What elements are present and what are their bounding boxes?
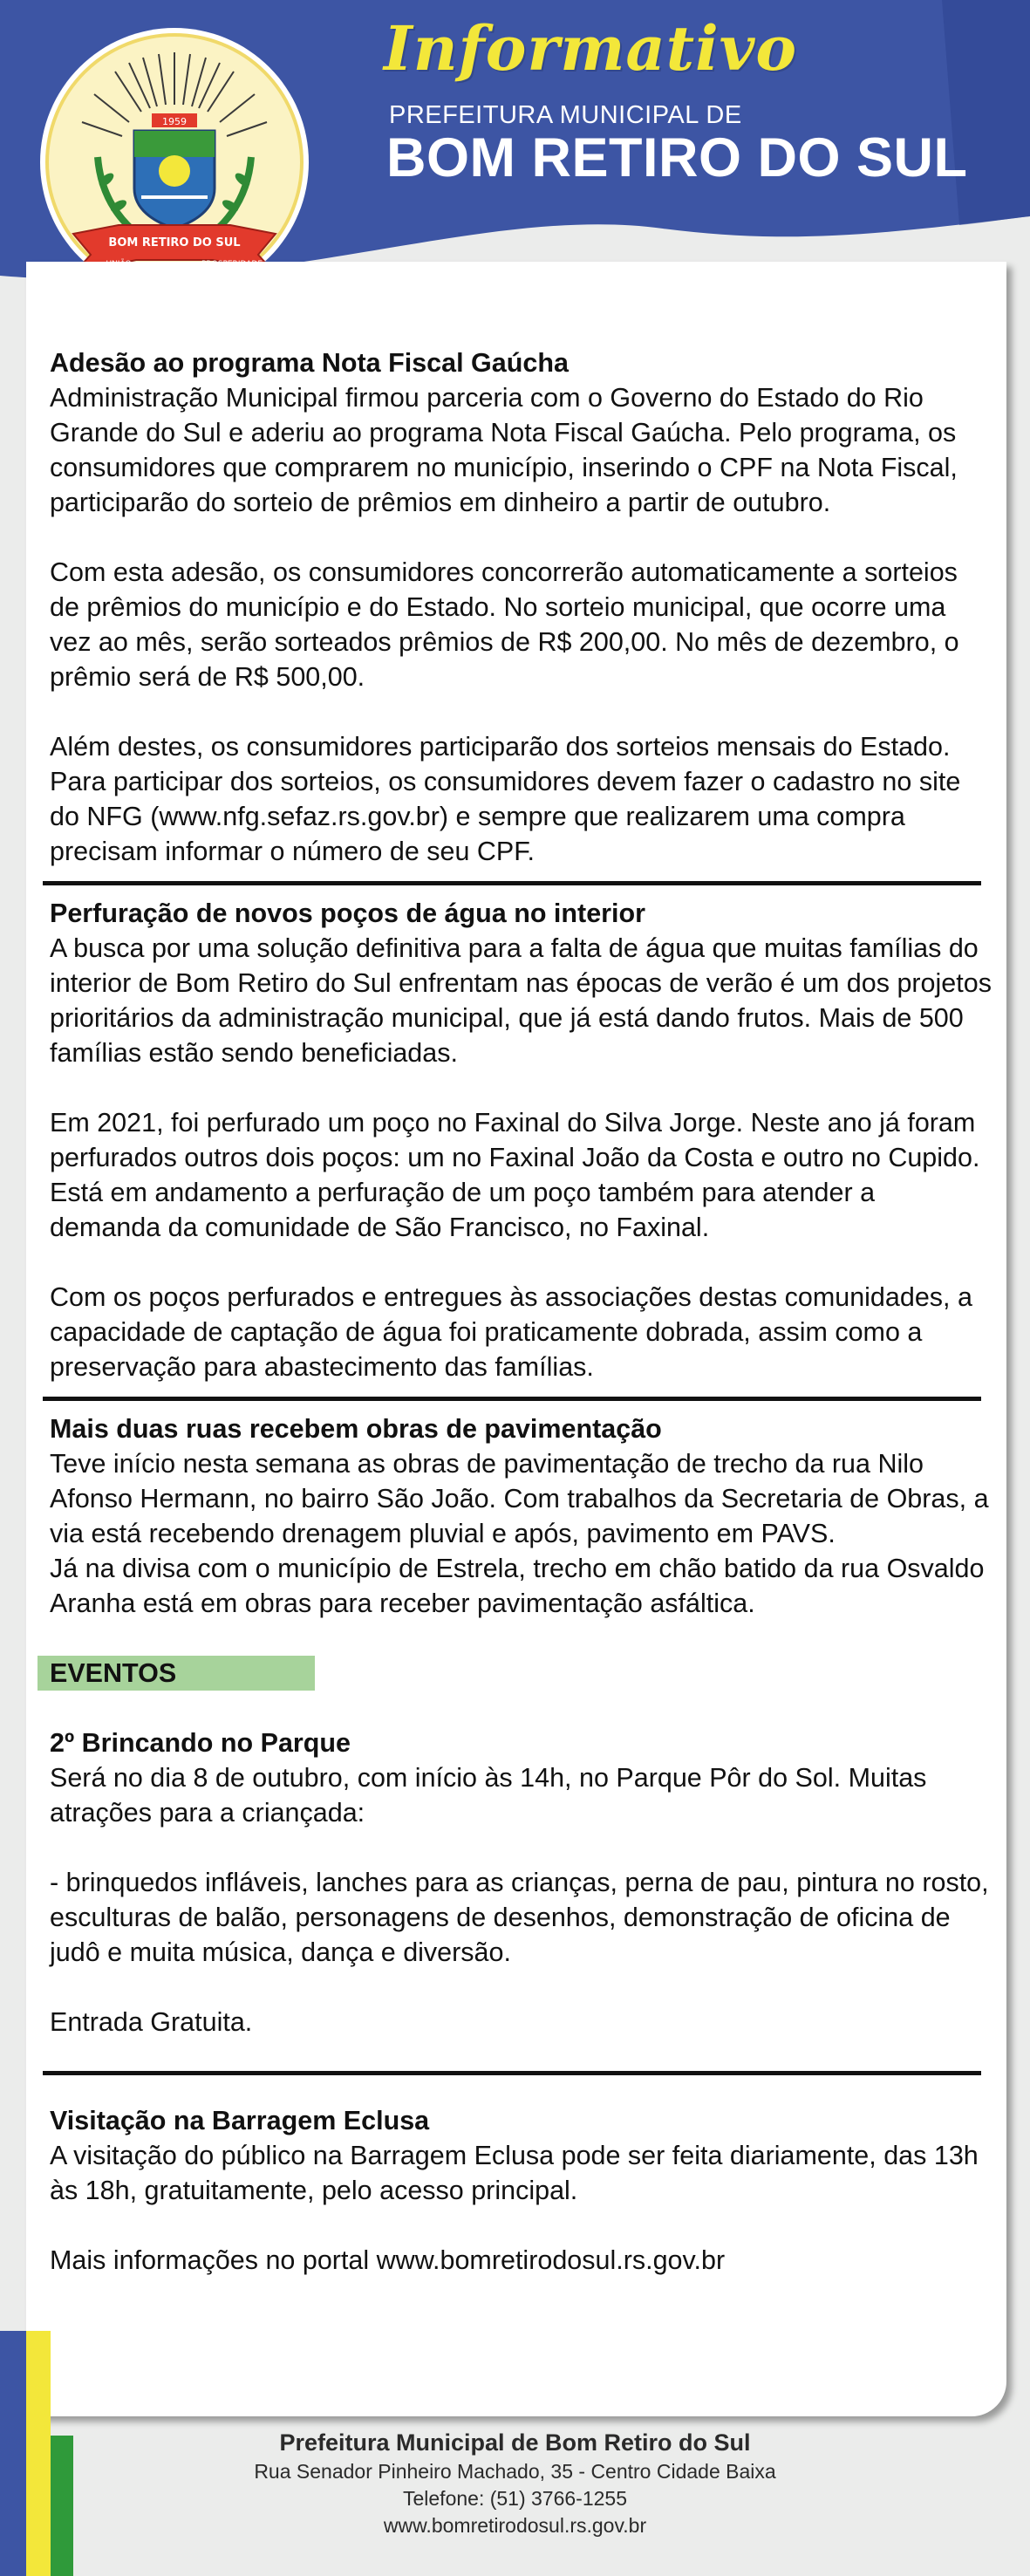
article-wells [50, 896, 992, 1384]
municipal-seal-logo [38, 26, 310, 298]
municipality-title: BOM RETIRO DO SUL [386, 127, 968, 188]
footer-phone: Telefone: (51) 3766-1255 [402, 2487, 628, 2510]
article-paragraph: A busca por uma solução definitiva para a falta de água que muitas famílias do interior de Bom Retiro do Sul enfrentam nas épocas de verão é um dos projetos prioritários da administração municipal, que já está dando frutos. Mais de 500 famílias estão sendo beneficiadas. [50, 933, 992, 1068]
article-heading: Mais duas ruas recebem obras de pavimentação [50, 1414, 662, 1444]
informativo-title: Informativo [384, 12, 798, 85]
header-subtitle: PREFEITURA MUNICIPAL DE [389, 101, 742, 129]
section-divider [43, 2071, 981, 2075]
article-paragraph: A visitação do público na Barragem Eclusa pode ser feita diariamente, das 13h às 18h, gratuitamente, pelo acesso principal. [50, 2141, 979, 2205]
article-paragraph: Teve início nesta semana as obras de pavimentação de trecho da rua Nilo Afonso Hermann, no bairro São João. Com trabalhos da Secretaria de Obras, a via está recebendo drenagem pluvial e após, pavimento em PAVS. [50, 1449, 989, 1548]
article-paving [50, 1411, 992, 1621]
article-paragraph: Em 2021, foi perfurado um poço no Faxinal do Silva Jorge. Neste ano já foram perfurados outros dois poços: um no Faxinal João da Costa e outro no Cupido. Está em andamento a perfuração de um poço também para atender a demanda da comunidade de São Francisco, no Faxinal. [50, 1108, 980, 1242]
footer-address: Rua Senador Pinheiro Machado, 35 - Centro Cidade Baixa [254, 2460, 776, 2483]
article-heading: Visitação na Barragem Eclusa [50, 2106, 430, 2135]
footer-name: Prefeitura Municipal de Bom Retiro do Sul [279, 2429, 751, 2456]
article-visit [50, 2103, 992, 2278]
article-paragraph: Já na divisa com o município de Estrela, trecho em chão batido da rua Osvaldo Aranha está em obras para receber pavimentação asfáltica. [50, 1554, 985, 1618]
portal-link-text[interactable]: Mais informações no portal www.bomretirodosul.rs.gov.br [50, 2245, 726, 2275]
event-heading: 2º Brincando no Parque [50, 1728, 351, 1758]
event-paragraph: Entrada Gratuita. [50, 2007, 253, 2037]
seal-banner: BOM RETIRO DO SUL [108, 236, 241, 249]
article-paragraph: Administração Municipal firmou parceria com o Governo do Estado do Rio Grande do Sul e aderiu ao programa Nota Fiscal Gaúcha. Pelo programa, os consumidores que comprarem no município, inserindo o CPF na Nota Fiscal, participarão do sorteio de prêmios em dinheiro a partir de outubro. [50, 383, 958, 517]
article-paragraph: Com os poços perfurados e entregues às associações destas comunidades, a capacidade de captação de água foi praticamente dobrada, assim como a preservação para abastecimento das famílias. [50, 1282, 972, 1382]
article-nfg [50, 345, 992, 869]
event-paragraph: Será no dia 8 de outubro, com início às 14h, no Parque Pôr do Sol. Muitas atrações para a criançada: [50, 1763, 927, 1828]
footer-website[interactable]: www.bomretirodosul.rs.gov.br [383, 2514, 647, 2537]
newsletter-content [50, 345, 992, 2278]
seal-year: 1959 [162, 116, 187, 127]
section-divider [43, 1397, 981, 1401]
events-section-label: EVENTOS [38, 1656, 315, 1691]
event-park [50, 1725, 992, 2040]
event-paragraph: - brinquedos infláveis, lanches para as crianças, perna de pau, pintura no rosto, esculturas de balão, personagens de desenhos, demonstração de oficina de judô e muita música, dança e diversão. [50, 1868, 989, 1967]
article-heading: Adesão ao programa Nota Fiscal Gaúcha [50, 348, 569, 378]
article-paragraph: Além destes, os consumidores participarão dos sorteios mensais do Estado. Para participar dos sorteios, os consumidores devem fazer o cadastro no site do NFG (www.nfg.sefaz.rs.gov.br) e sempre que realizarem uma compra precisam informar o número de seu CPF. [50, 732, 961, 866]
section-divider [43, 881, 981, 885]
article-heading: Perfuração de novos poços de água no interior [50, 899, 646, 928]
footer [0, 2427, 1030, 2539]
article-paragraph: Com esta adesão, os consumidores concorrerão automaticamente a sorteios de prêmios do município e do Estado. No sorteio municipal, que ocorre uma vez ao mês, serão sorteados prêmios de R$ 200,00. No mês de dezembro, o prêmio será de R$ 500,00. [50, 557, 959, 692]
